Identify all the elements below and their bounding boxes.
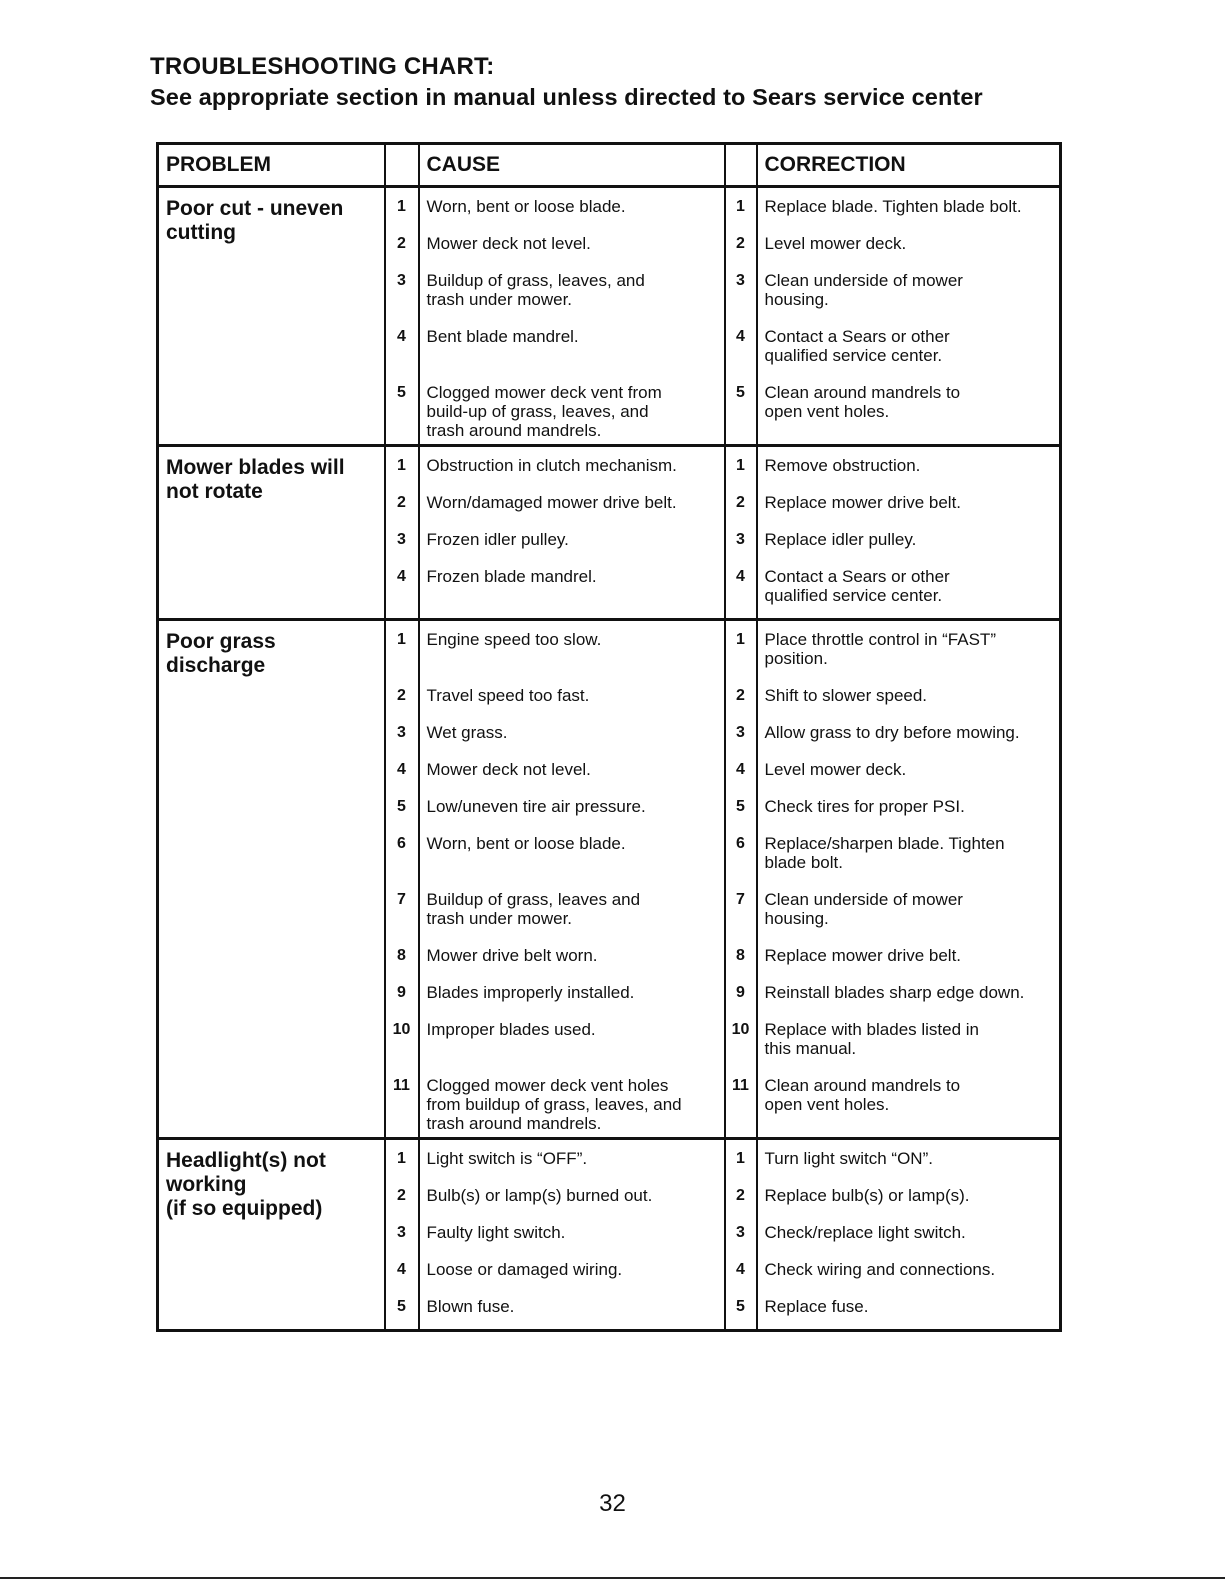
- cause-number: 3: [397, 1224, 406, 1241]
- cause-text: trash under mower.: [426, 290, 573, 309]
- correction-item: [765, 374, 1060, 440]
- correction-number: 4: [736, 1261, 745, 1278]
- cause-item: [427, 881, 724, 937]
- correction-number: 2: [736, 235, 745, 252]
- correction-text: Reinstall blades sharp edge down.: [764, 983, 1025, 1002]
- correction-number: 4: [736, 761, 745, 778]
- cause-text: Frozen idler pulley.: [426, 530, 569, 549]
- correction-text: Contact a Sears or other: [764, 327, 950, 346]
- cause-item: [427, 1177, 724, 1214]
- cause-text: build-up of grass, leaves, and: [426, 402, 649, 421]
- correction-number: 5: [736, 384, 745, 401]
- cause-number: 2: [397, 687, 406, 704]
- correction-item: [765, 788, 1060, 825]
- cause-item: [427, 788, 724, 825]
- correction-item: [765, 714, 1060, 751]
- correction-number: 1: [736, 631, 745, 648]
- cause-number: 10: [392, 1021, 411, 1038]
- cause-number: 3: [397, 531, 406, 548]
- cause-text: Faulty light switch.: [426, 1223, 566, 1242]
- cause-item: [427, 621, 724, 677]
- problem-group: [158, 1139, 1061, 1331]
- correction-item: [765, 881, 1060, 937]
- correction-item: [765, 1251, 1060, 1288]
- cause-text: Blown fuse.: [426, 1297, 515, 1316]
- cause-item: [427, 374, 724, 440]
- correction-text: housing.: [764, 909, 829, 928]
- problem-text: discharge: [166, 654, 266, 677]
- problem-cell: [158, 620, 385, 1139]
- cause-number: 2: [397, 1187, 406, 1204]
- cause-item: [427, 225, 724, 262]
- cause-number: 1: [397, 457, 406, 474]
- correction-text: qualified service center.: [764, 346, 943, 365]
- problem-text: working: [166, 1173, 247, 1196]
- problem-cell: [158, 187, 385, 446]
- correction-text: qualified service center.: [764, 586, 943, 605]
- correction-number: 4: [736, 568, 745, 585]
- cause-number: 4: [397, 761, 406, 778]
- correction-text: Shift to slower speed.: [764, 686, 928, 705]
- correction-number-cell: [725, 620, 757, 1139]
- correction-item: [765, 751, 1060, 788]
- correction-text: open vent holes.: [764, 1095, 890, 1114]
- cause-number: 4: [397, 1261, 406, 1278]
- correction-number: 5: [736, 1298, 745, 1315]
- cause-text: Low/uneven tire air pressure.: [426, 797, 646, 816]
- cause-number-cell: [385, 1139, 419, 1331]
- cause-number: 5: [397, 798, 406, 815]
- cause-number-cell: [385, 187, 419, 446]
- cause-number: 5: [397, 1298, 406, 1315]
- correction-text: Remove obstruction.: [764, 456, 921, 475]
- cause-text: Engine speed too slow.: [426, 630, 602, 649]
- correction-text: Clean around mandrels to: [764, 383, 961, 402]
- cause-number: 3: [397, 724, 406, 741]
- cause-cell: [419, 446, 725, 620]
- cause-text: Mower drive belt worn.: [426, 946, 598, 965]
- correction-text: Place throttle control in “FAST”: [764, 630, 996, 649]
- cause-item: [427, 318, 724, 374]
- correction-number: 10: [731, 1021, 750, 1038]
- problem-text: Mower blades will: [166, 456, 345, 479]
- correction-text: Allow grass to dry before mowing.: [764, 723, 1020, 742]
- correction-text: open vent holes.: [764, 402, 890, 421]
- cause-text: Worn, bent or loose blade.: [426, 197, 626, 216]
- correction-item: [765, 484, 1060, 521]
- table-header-row: [158, 144, 1061, 187]
- correction-text: Clean underside of mower: [764, 271, 963, 290]
- cause-number: 1: [397, 198, 406, 215]
- correction-text: Check wiring and connections.: [764, 1260, 996, 1279]
- cause-number: 4: [397, 328, 406, 345]
- cause-item: [427, 825, 724, 881]
- cause-number: 7: [397, 891, 406, 908]
- cause-item: [427, 677, 724, 714]
- correction-text: Clean underside of mower: [764, 890, 963, 909]
- correction-item: [765, 937, 1060, 974]
- cause-item: [427, 751, 724, 788]
- correction-item: [765, 1011, 1060, 1067]
- cause-number: 3: [397, 272, 406, 289]
- cause-text: Clogged mower deck vent holes: [426, 1076, 669, 1095]
- header-cause: CAUSE: [419, 144, 725, 187]
- cause-text: Wet grass.: [426, 723, 508, 742]
- correction-number: 7: [736, 891, 745, 908]
- correction-text: Replace bulb(s) or lamp(s).: [764, 1186, 970, 1205]
- correction-text: position.: [764, 649, 828, 668]
- correction-item: [765, 521, 1060, 558]
- page-title: TROUBLESHOOTING CHART:: [150, 53, 495, 80]
- correction-item: [765, 262, 1060, 318]
- cause-text: trash around mandrels.: [426, 1114, 602, 1133]
- header-number-spacer: [725, 144, 757, 187]
- problem-text: Poor grass: [166, 630, 276, 653]
- cause-text: Worn, bent or loose blade.: [426, 834, 626, 853]
- correction-number: 1: [736, 457, 745, 474]
- title-block: [150, 52, 983, 112]
- cause-text: trash around mandrels.: [426, 421, 602, 440]
- correction-number-cell: [725, 1139, 757, 1331]
- cause-text: Loose or damaged wiring.: [426, 1260, 623, 1279]
- problem-text: not rotate: [166, 480, 263, 503]
- cause-item: [427, 558, 724, 614]
- cause-text: Light switch is “OFF”.: [426, 1149, 588, 1168]
- cause-item: [427, 1288, 724, 1325]
- cause-text: Travel speed too fast.: [426, 686, 590, 705]
- header-number-spacer: [385, 144, 419, 187]
- page-number: 32: [599, 1490, 626, 1517]
- cause-number: 6: [397, 835, 406, 852]
- correction-text: Replace mower drive belt.: [764, 493, 962, 512]
- correction-item: [765, 447, 1060, 484]
- cause-item: [427, 974, 724, 1011]
- correction-cell: [757, 187, 1061, 446]
- correction-number: 2: [736, 687, 745, 704]
- correction-text: this manual.: [764, 1039, 857, 1058]
- cause-text: from buildup of grass, leaves, and: [426, 1095, 682, 1114]
- cause-number: 4: [397, 568, 406, 585]
- correction-text: Level mower deck.: [764, 760, 907, 779]
- correction-item: [765, 974, 1060, 1011]
- correction-text: Contact a Sears or other: [764, 567, 950, 586]
- correction-number: 1: [736, 198, 745, 215]
- bottom-rule: [0, 1577, 1225, 1579]
- problem-text: Headlight(s) not: [166, 1149, 326, 1172]
- cause-item: [427, 1011, 724, 1067]
- cause-number: 1: [397, 631, 406, 648]
- correction-text: Replace fuse.: [764, 1297, 869, 1316]
- correction-text: Replace idler pulley.: [764, 530, 917, 549]
- cause-text: Bulb(s) or lamp(s) burned out.: [426, 1186, 653, 1205]
- correction-text: Clean around mandrels to: [764, 1076, 961, 1095]
- correction-number: 6: [736, 835, 745, 852]
- table-body: [158, 187, 1061, 1331]
- correction-item: [765, 1288, 1060, 1325]
- problem-cell: [158, 446, 385, 620]
- correction-number: 2: [736, 1187, 745, 1204]
- correction-number: 3: [736, 272, 745, 289]
- cause-text: Mower deck not level.: [426, 234, 591, 253]
- troubleshooting-table: [156, 142, 1062, 1332]
- header-correction: CORRECTION: [757, 144, 1061, 187]
- correction-item: [765, 188, 1060, 225]
- problem-text: Poor cut - uneven: [166, 197, 344, 220]
- correction-item: [765, 1140, 1060, 1177]
- cause-item: [427, 484, 724, 521]
- correction-number-cell: [725, 187, 757, 446]
- correction-text: Replace blade. Tighten blade bolt.: [764, 197, 1022, 216]
- cause-number: 9: [397, 984, 406, 1001]
- cause-text: Buildup of grass, leaves and: [426, 890, 641, 909]
- cause-text: Bent blade mandrel.: [426, 327, 579, 346]
- correction-item: [765, 1214, 1060, 1251]
- problem-group: [158, 187, 1061, 446]
- cause-text: Frozen blade mandrel.: [426, 567, 597, 586]
- correction-number: 5: [736, 798, 745, 815]
- cause-item: [427, 1251, 724, 1288]
- problem-cell: [158, 1139, 385, 1331]
- correction-text: Check/replace light switch.: [764, 1223, 966, 1242]
- correction-item: [765, 318, 1060, 374]
- correction-number: 3: [736, 724, 745, 741]
- correction-item: [765, 1067, 1060, 1133]
- cause-number: 2: [397, 494, 406, 511]
- correction-text: housing.: [764, 290, 829, 309]
- page-subtitle: See appropriate section in manual unless directed to Sears service center: [150, 84, 983, 110]
- correction-number: 2: [736, 494, 745, 511]
- cause-cell: [419, 1139, 725, 1331]
- correction-number: 3: [736, 1224, 745, 1241]
- correction-text: Replace with blades listed in: [764, 1020, 980, 1039]
- correction-item: [765, 621, 1060, 677]
- correction-item: [765, 225, 1060, 262]
- correction-number: 4: [736, 328, 745, 345]
- correction-number: 1: [736, 1150, 745, 1167]
- cause-number-cell: [385, 620, 419, 1139]
- correction-number: 11: [732, 1077, 749, 1094]
- cause-text: Obstruction in clutch mechanism.: [426, 456, 677, 475]
- correction-cell: [757, 1139, 1061, 1331]
- correction-text: Level mower deck.: [764, 234, 907, 253]
- cause-text: Blades improperly installed.: [426, 983, 635, 1002]
- cause-number: 11: [393, 1077, 410, 1094]
- correction-number: 3: [736, 531, 745, 548]
- cause-item: [427, 521, 724, 558]
- correction-item: [765, 825, 1060, 881]
- cause-number-cell: [385, 446, 419, 620]
- cause-number: 1: [397, 1150, 406, 1167]
- problem-group: [158, 620, 1061, 1139]
- cause-number: 8: [397, 947, 406, 964]
- cause-item: [427, 447, 724, 484]
- cause-number: 5: [397, 384, 406, 401]
- correction-text: Replace mower drive belt.: [764, 946, 962, 965]
- correction-text: Turn light switch “ON”.: [764, 1149, 933, 1168]
- cause-cell: [419, 187, 725, 446]
- problem-group: [158, 446, 1061, 620]
- cause-number: 2: [397, 235, 406, 252]
- cause-item: [427, 262, 724, 318]
- cause-cell: [419, 620, 725, 1139]
- correction-number-cell: [725, 446, 757, 620]
- correction-cell: [757, 446, 1061, 620]
- correction-text: Check tires for proper PSI.: [764, 797, 965, 816]
- correction-item: [765, 1177, 1060, 1214]
- problem-text: cutting: [166, 221, 236, 244]
- cause-text: Improper blades used.: [426, 1020, 596, 1039]
- correction-text: Replace/sharpen blade. Tighten: [764, 834, 1005, 853]
- correction-number: 8: [736, 947, 745, 964]
- cause-item: [427, 1140, 724, 1177]
- cause-item: [427, 1214, 724, 1251]
- cause-item: [427, 714, 724, 751]
- cause-item: [427, 1067, 724, 1133]
- cause-text: trash under mower.: [426, 909, 573, 928]
- header-problem: PROBLEM: [158, 144, 385, 187]
- cause-item: [427, 188, 724, 225]
- correction-item: [765, 558, 1060, 614]
- cause-item: [427, 937, 724, 974]
- correction-cell: [757, 620, 1061, 1139]
- cause-text: Worn/damaged mower drive belt.: [426, 493, 677, 512]
- correction-number: 9: [736, 984, 745, 1001]
- correction-item: [765, 677, 1060, 714]
- correction-text: blade bolt.: [764, 853, 843, 872]
- cause-text: Buildup of grass, leaves, and: [426, 271, 645, 290]
- cause-text: Mower deck not level.: [426, 760, 591, 779]
- cause-text: Clogged mower deck vent from: [426, 383, 662, 402]
- problem-text: (if so equipped): [166, 1197, 323, 1220]
